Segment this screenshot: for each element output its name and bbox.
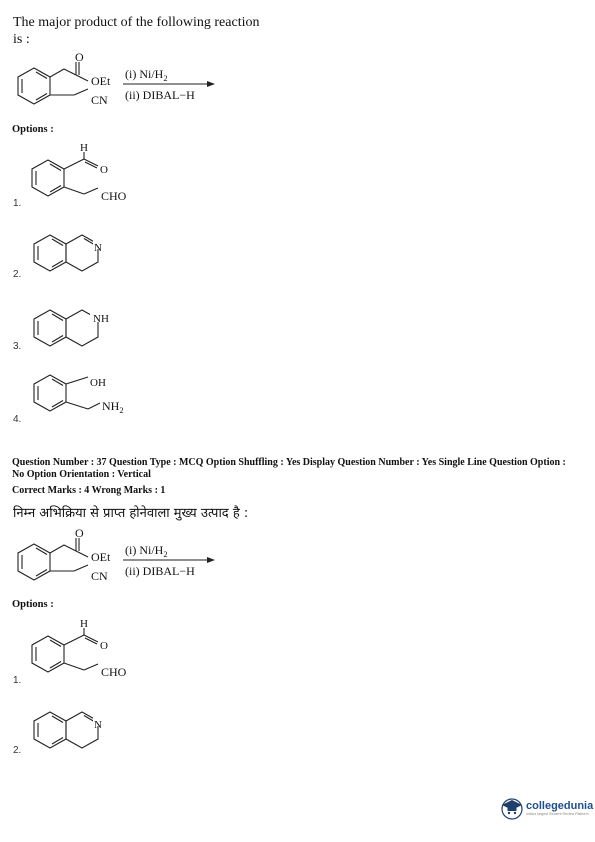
oxygen-label: O — [75, 50, 84, 64]
logo-tagline: India's largest Student Review Platform — [526, 812, 589, 816]
oet-label: OEt — [91, 74, 111, 88]
logo-wordmark: collegedunia — [526, 800, 594, 812]
reaction-scheme-hindi — [10, 524, 230, 596]
option-3-number: 3. — [13, 341, 22, 352]
option-1-number: 1. — [13, 198, 22, 209]
reactant-structure — [18, 62, 88, 104]
options-label: Options : — [12, 124, 54, 135]
meta-line-1: Question Number : 37 Question Type : MCQ Option Shuffling : Yes Display Question Number : Yes Single Line Question Option : — [12, 457, 566, 468]
hindi-option-1-number: 1. — [13, 675, 22, 686]
options-label-hindi: Options : — [12, 599, 54, 610]
meta-line-2: No Option Orientation : Vertical — [12, 469, 151, 480]
collegedunia-logo — [500, 796, 593, 820]
option-4-structure[interactable] — [30, 363, 160, 425]
reaction-arrow — [123, 557, 215, 563]
hindi-option-2-structure[interactable] — [30, 700, 130, 762]
cho-label: CHO — [101, 189, 127, 203]
reagent-1: (i) $Ni/H_2$ — [125, 543, 168, 559]
hindi-option-1-structure[interactable] — [28, 614, 168, 684]
cn-label: CN — [91, 93, 108, 107]
nh-label: NH — [93, 313, 109, 325]
option-1-structure[interactable] — [28, 138, 168, 208]
oxygen-label: O — [75, 526, 84, 540]
question-line-1: The major product of the following reaction — [13, 15, 260, 30]
meta-line-3: Correct Marks : 4 Wrong Marks : 1 — [12, 485, 166, 496]
cho-label: CHO — [101, 665, 127, 679]
question-text-hindi: निम्न अभिक्रिया से प्राप्त होनेवाला मुख्य उत्पाद है : — [13, 506, 249, 521]
option-4-number: 4. — [13, 414, 22, 425]
question-line-2: is : — [13, 32, 30, 47]
reaction-arrow — [123, 81, 215, 87]
h-label: H — [80, 142, 88, 154]
hindi-option-2-number: 2. — [13, 745, 22, 756]
reagent-2: (ii) DIBAL−H — [125, 564, 195, 578]
n-label: N — [94, 719, 102, 731]
cn-label: CN — [91, 569, 108, 583]
option-3-structure[interactable] — [30, 298, 130, 360]
option-2-number: 2. — [13, 269, 22, 280]
oh-label: OH — [90, 377, 106, 389]
oet-label: OEt — [91, 550, 111, 564]
o-label: O — [100, 640, 108, 652]
nh2-label: $NH_2$ — [102, 399, 124, 415]
n-label: N — [94, 242, 102, 254]
reactant-structure — [18, 538, 88, 580]
question-text — [13, 14, 259, 48]
reagent-1: (i) $Ni/H_2$ — [125, 67, 168, 83]
reaction-scheme — [10, 48, 230, 120]
o-label: O — [100, 164, 108, 176]
reagent-2: (ii) DIBAL−H — [125, 88, 195, 102]
question-metadata — [12, 457, 590, 497]
option-2-structure[interactable] — [30, 223, 130, 285]
graduate-cap-icon — [500, 796, 524, 820]
h-label: H — [80, 618, 88, 630]
